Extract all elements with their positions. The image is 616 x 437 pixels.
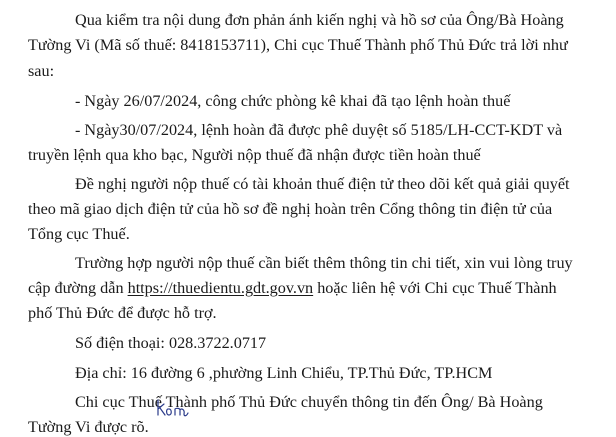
bullet-refund-approved-line-2: truyền lệnh qua kho bạc, Người nộp thuế đã nhận được tiền hoàn thuế <box>28 146 481 164</box>
paragraph-contact-line-3: phố Thủ Đức để được hỗ trợ. <box>28 304 217 322</box>
bullet-refund-created: - Ngày 26/07/2024, công chức phòng kê khai đã tạo lệnh hoàn thuế <box>75 92 511 110</box>
paragraph-contact-line-2 <box>28 278 557 298</box>
paragraph-review-line-2: Tường Vi (Mã số thuế: 8418153711), Chi cục Thuế Thành phố Thủ Đức trả lời như <box>28 36 568 54</box>
bullet-refund-approved-line-1: - Ngày30/07/2024, lệnh hoàn đã được phê duyệt số 5185/LH-CCT-KDT và <box>75 121 563 139</box>
paragraph-closing-line-1: Chi cục Thuế Thành phố Thủ Đức chuyển thông tin đến Ông/ Bà Hoàng <box>75 393 543 411</box>
handwritten-initials <box>155 396 189 420</box>
paragraph-closing-line-2: Tường Vi được rõ. <box>28 418 149 436</box>
contact-prefix-text: cập đường dẫn <box>28 279 128 297</box>
address: Địa chỉ: 16 đường 6 ,phường Linh Chiểu, TP.Thủ Đức, TP.HCM <box>75 364 493 382</box>
phone-number: Số điện thoại: 028.3722.0717 <box>75 334 267 352</box>
paragraph-request-line-2: theo mã giao dịch điện tử của hồ sơ đề nghị hoàn trên Cổng thông tin điện tử của <box>28 200 553 218</box>
paragraph-contact-line-1: Trường hợp người nộp thuế cần biết thêm thông tin chi tiết, xin vui lòng truy <box>75 254 573 272</box>
paragraph-review-line-3: sau: <box>28 62 55 80</box>
thuedientu-link[interactable]: https://thuedientu.gdt.gov.vn <box>127 279 314 297</box>
paragraph-request-line-3: Tổng cục Thuế. <box>28 225 130 243</box>
paragraph-review-line-1: Qua kiểm tra nội dung đơn phản ánh kiến nghị và hồ sơ của Ông/Bà Hoàng <box>75 11 564 29</box>
paragraph-request-line-1: Đề nghị người nộp thuế có tài khoản thuế điện tử theo dõi kết quả giải quyết <box>75 175 570 193</box>
contact-suffix-text: hoặc liên hệ với Chi cục Thuế Thành <box>313 279 557 297</box>
